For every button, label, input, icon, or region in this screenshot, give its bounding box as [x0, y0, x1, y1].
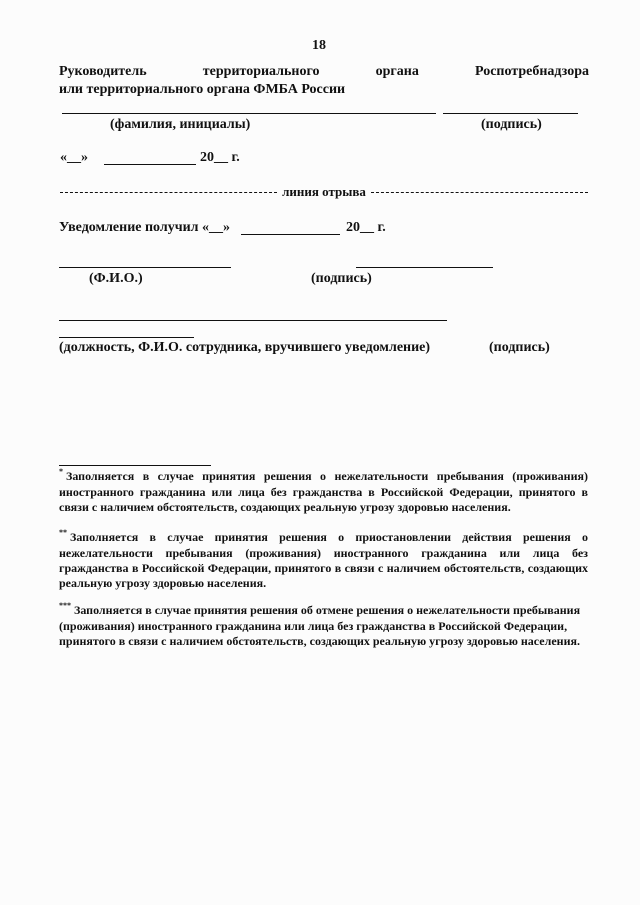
name-caption: (фамилия, инициалы) — [110, 117, 251, 132]
position-caption: (должность, Ф.И.О. сотрудника, вручившего уведомление) — [59, 340, 431, 355]
sign-underline — [443, 113, 578, 114]
header-word-1: Руководитель — [59, 64, 147, 79]
footnote-1-line-1: * Заполняется в случае принятия решения о нежелательности пребывания (проживания) — [59, 467, 588, 483]
footnote-1-mark: * — [59, 467, 63, 476]
tear-dash-left — [60, 192, 277, 193]
footnote-3-line-3: принятого в связи с наличием обстоятельств, создающих реальную угрозу здоровью населения. — [59, 634, 580, 648]
footnote-1 — [59, 469, 588, 515]
footnote-2-line-4: реальную угрозу здоровью населения. — [59, 576, 267, 590]
fio-underline — [59, 267, 231, 268]
footnote-3 — [59, 603, 588, 649]
footnote-2-line-3: гражданства в Российской Федерации, принятого в связи с наличием обстоятельств, создающих — [59, 561, 588, 575]
tear-line — [60, 184, 588, 200]
footnote-3-mark: *** — [59, 601, 71, 610]
position-underline-2 — [59, 337, 194, 338]
header-line2: или территориального органа ФМБА России — [59, 82, 346, 97]
sign3-caption: (подпись) — [489, 340, 550, 355]
sign2-caption: (подпись) — [311, 271, 372, 286]
tear-dash-right — [371, 192, 588, 193]
footnote-2-line-2: нежелательности пребывания (проживания) иностранного гражданина или лица без — [59, 546, 588, 560]
header-line1 — [59, 64, 589, 80]
footnote-1-line-2: иностранного гражданина или лица без гражданства в Российской Федерации, принятого в — [59, 485, 588, 499]
date-month-underline — [104, 164, 196, 165]
footnote-2 — [59, 530, 588, 591]
footnote-3-line-1: *** Заполняется в случае принятия решения об отмене решения о нежелательности пребывания — [59, 601, 581, 617]
sign2-underline — [356, 267, 493, 268]
footnote-1-line-3: связи с наличием обстоятельств, создающих реальную угрозу здоровью населения. — [59, 500, 511, 514]
header-word-3: органа — [375, 64, 419, 79]
date-quote: «__» — [60, 150, 88, 165]
tear-line-label: линия отрыва — [282, 184, 366, 199]
page-number: 18 — [312, 38, 326, 53]
receipt-label: Уведомление получил «__» — [59, 220, 231, 235]
header-word-4: Роспотребнадзора — [474, 64, 589, 79]
footnote-2-line-1: ** Заполняется в случае принятия решения о приостановлении действия решения о — [59, 528, 588, 544]
name-underline — [62, 113, 436, 114]
footnote-2-mark: ** — [59, 528, 67, 537]
fio-caption: (Ф.И.О.) — [89, 271, 143, 286]
sign-caption: (подпись) — [481, 117, 542, 132]
header-word-2: территориального — [202, 64, 320, 79]
date-year: 20__ г. — [200, 150, 240, 165]
receipt-year: 20__ г. — [346, 220, 386, 235]
receipt-month-underline — [241, 234, 340, 235]
position-underline-1 — [59, 320, 447, 321]
footnote-3-line-2: (проживания) иностранного гражданина или лица без гражданства в Российской Федерации, — [59, 619, 568, 633]
footnote-separator — [59, 465, 211, 466]
